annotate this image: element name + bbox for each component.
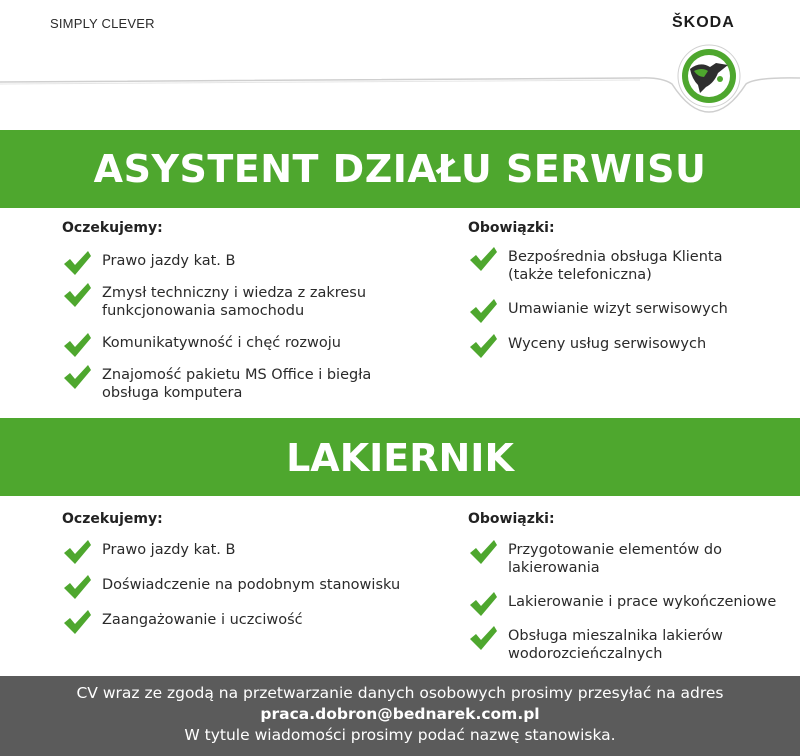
- checkmark-icon: [468, 625, 498, 651]
- header: [0, 0, 800, 130]
- job2-duties: [468, 511, 778, 663]
- list-item: Wyceny usług serwisowych: [468, 335, 768, 353]
- list-item: Przygotowanie elementów do lakierowania: [468, 541, 728, 577]
- checkmark-icon: [468, 591, 498, 617]
- list-item: Lakierowanie i prace wykończeniowe: [468, 593, 778, 611]
- job1-title: ASYSTENT DZIAŁU SERWISU: [0, 130, 800, 208]
- checkmark-icon: [62, 574, 92, 600]
- list-item: Prawo jazdy kat. B: [62, 252, 402, 270]
- contact-email-link[interactable]: praca.dobron@bednarek.com.pl: [260, 705, 540, 723]
- checkmark-icon: [468, 246, 498, 272]
- list-item: Zaangażowanie i uczciwość: [62, 611, 422, 629]
- checkmark-icon: [468, 539, 498, 565]
- checkmark-icon: [62, 539, 92, 565]
- brand-wordmark: ŠKODA: [672, 14, 735, 31]
- requirements-heading: Oczekujemy:: [62, 220, 163, 236]
- checkmark-icon: [62, 609, 92, 635]
- list-item: Umawianie wizyt serwisowych: [468, 300, 768, 318]
- checkmark-icon: [468, 333, 498, 359]
- requirements-heading: Oczekujemy:: [62, 511, 163, 527]
- list-item: Bezpośrednia obsługa Klienta (także telefoniczna): [468, 248, 748, 284]
- job2-title: LAKIERNIK: [0, 418, 800, 496]
- duties-heading: Obowiązki:: [468, 220, 555, 236]
- footer-note: W tytule wiadomości prosimy podać nazwę stanowiska.: [184, 726, 616, 744]
- list-item: Prawo jazdy kat. B: [62, 541, 422, 559]
- job2-requirements: [62, 511, 422, 629]
- duties-heading: Obowiązki:: [468, 511, 555, 527]
- footer: [0, 676, 800, 756]
- checkmark-icon: [62, 282, 92, 308]
- tagline: SIMPLY CLEVER: [50, 16, 155, 31]
- checkmark-icon: [62, 332, 92, 358]
- list-item: Doświadczenie na podobnym stanowisku: [62, 576, 422, 594]
- list-item: Obsługa mieszalnika lakierów wodorozcieńczalnych: [468, 627, 748, 663]
- list-item: Znajomość pakietu MS Office i biegła obsługa komputera: [62, 366, 392, 402]
- list-item: Komunikatywność i chęć rozwoju: [62, 334, 402, 352]
- footer-instruction: CV wraz ze zgodą na przetwarzanie danych osobowych prosimy przesyłać na adres: [76, 684, 724, 702]
- checkmark-icon: [468, 298, 498, 324]
- skoda-logo-icon: [676, 43, 742, 109]
- list-item: Zmysł techniczny i wiedza z zakresu funkcjonowania samochodu: [62, 284, 382, 320]
- checkmark-icon: [62, 250, 92, 276]
- checkmark-icon: [62, 364, 92, 390]
- job1-duties: [468, 220, 768, 353]
- job1-requirements: [62, 220, 402, 402]
